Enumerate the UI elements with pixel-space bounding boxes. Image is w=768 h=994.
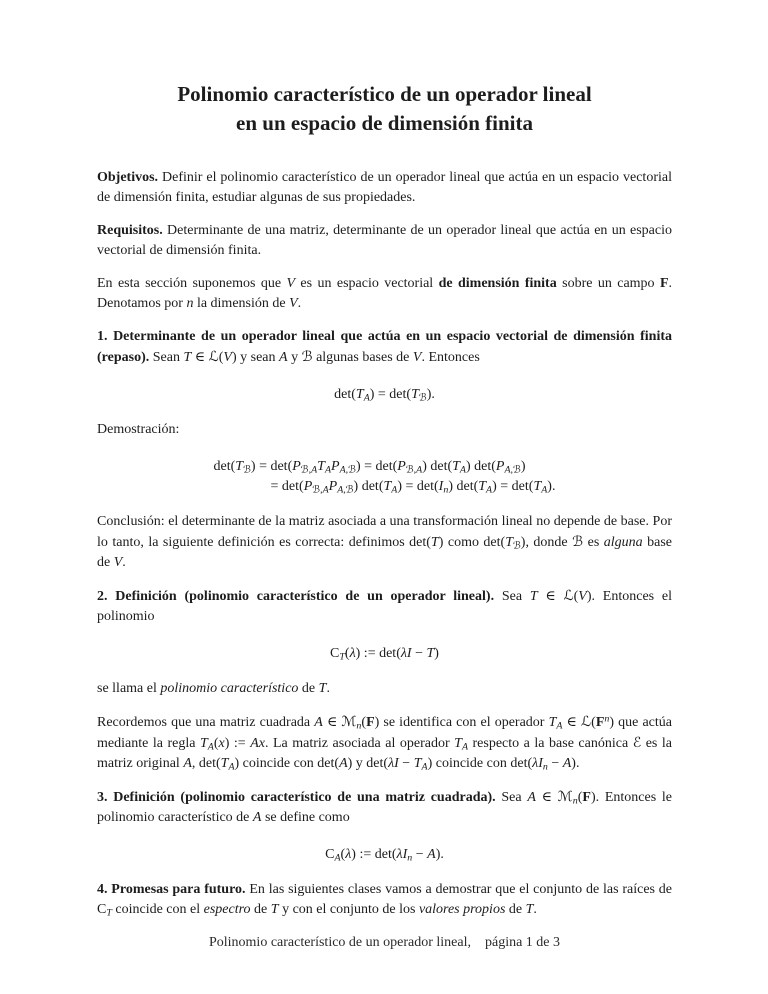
equation-det-bases: $\det(T_A) = \det(T_ℬ)$. <box>334 387 435 404</box>
paragraph-conclusion: Conclusión: el determinante de la matriz asociada a una transformación lineal no depende de base. Por lo tanto, la siguiente definición es correcta: definimos det(T) como $\det(T_ℬ)$, donde ℬ es alguna base de V. <box>97 514 672 570</box>
paragraph-se-llama: se llama el polinomio característico de T. <box>97 681 330 696</box>
equation-proof <box>97 457 672 497</box>
equation-characteristic-matrix: $C_A(\lambda)$ := $\det(\lambda I_n - A)$. <box>325 847 444 864</box>
section-3-paragraph: 3. Definición (polinomio característico de una matriz cuadrada). Sea A ∈ ℳ$_n$(F). Entonces le polinomio característico de A se define como <box>97 789 672 825</box>
title-line-1: Polinomio característico de un operador lineal <box>177 82 592 106</box>
section-1-paragraph: 1. Determinante de un operador lineal que actúa en un espacio vectorial de dimensión finita (repaso). Sean T ∈ ℒ(V) y sean A y ℬ algunas bases de V. Entonces <box>97 329 672 365</box>
equation-proof-lines <box>214 457 556 497</box>
section-2-paragraph: 2. Definición (polinomio característico de un operador lineal). Sea T ∈ ℒ(V). Entonces el polinomio <box>97 588 672 624</box>
paragraph-recordemos: Recordemos que una matriz cuadrada A ∈ ℳ$_n$(F) se identifica con el operador $T_A$ ∈ $ℒ(F^n)$ que actúa mediante la regla $T_A(x)$ := Ax. La matriz asociada al operador $T_A$ respecto a la base canónica ℰ es la matriz original A, $\det(T_A)$ coincide con det(A) y $\det(\lambda I - T_A)$ coincide con $\det(\lambda I_n - A)$. <box>97 713 672 773</box>
paragraph-objetivos: Objetivos. Definir el polinomio característico de un operador lineal que actúa en un espacio vectorial de dimensión finita, estudiar algunas de sus propiedades. <box>97 170 672 205</box>
paragraph-intro: En esta sección suponemos que V es un espacio vectorial de dimensión finita sobre un campo F. Denotamos por n la dimensión de V. <box>97 276 672 311</box>
equation-proof-line-1: $\det(T_ℬ) = \det(P_{ℬ,A}T_AP_{A,ℬ}) = \det(P_{ℬ,A})$ $\det(T_A)$ $\det(P_{A,ℬ})$ <box>213 459 526 476</box>
paragraph-requisitos: Requisitos. Determinante de una matriz, determinante de un operador lineal que actúa en un espacio vectorial de dimensión finita. <box>97 223 673 258</box>
section-4-paragraph: 4. Promesas para futuro. En las siguientes clases vamos a demostrar que el conjunto de las raíces de $C_T$ coincide con el espectro de T y con el conjunto de los valores propios de T. <box>97 882 672 919</box>
title-line-2: en un espacio de dimensión finita <box>236 111 533 135</box>
page-footer: Polinomio característico de un operador lineal, página 1 de 3 <box>208 935 561 950</box>
equation-characteristic-operator: $C_T(\lambda)$ := det(λI − T) <box>330 646 439 663</box>
document-title <box>97 80 672 138</box>
paragraph-demostracion: Demostración: <box>97 422 180 437</box>
equation-proof-line-2: = $\det(P_{ℬ,A}P_{A,ℬ}) \det(T_A) = \det(I_n) \det(T_A) = \det(T_A)$. <box>270 479 556 496</box>
